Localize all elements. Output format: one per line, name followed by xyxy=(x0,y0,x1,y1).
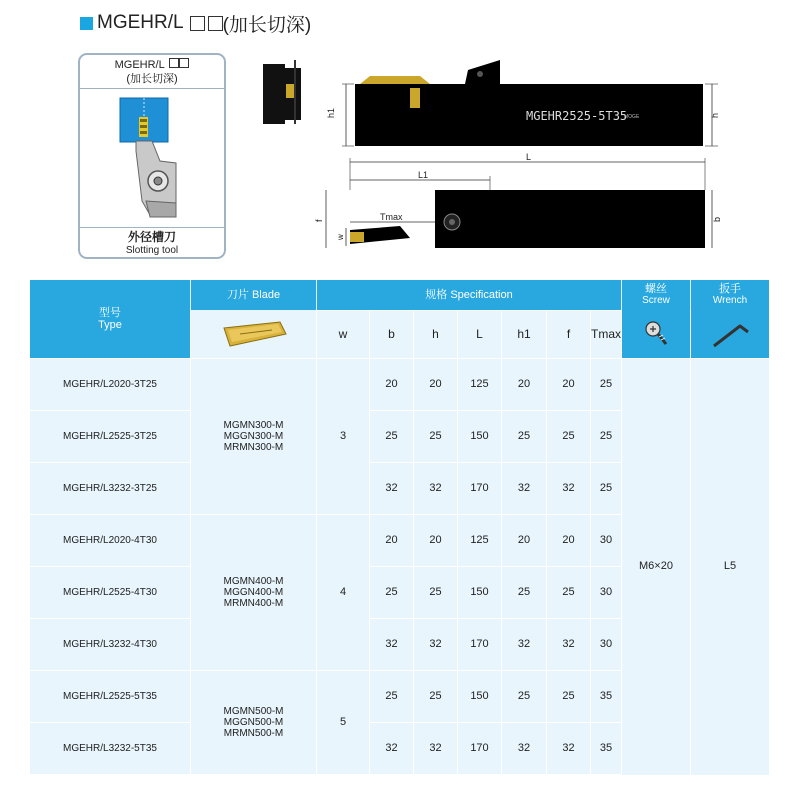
title-square-icon xyxy=(80,17,93,30)
spec-cell-b: 32 xyxy=(385,742,398,754)
spec-cell-f: 32 xyxy=(562,742,575,754)
spec-cell-h: 25 xyxy=(429,690,442,702)
spec-cell-f: 25 xyxy=(562,690,575,702)
col-header-wrench xyxy=(691,282,769,308)
spec-cell-f: 25 xyxy=(562,586,575,598)
spec-cell-tmax: 30 xyxy=(599,638,613,650)
spec-table xyxy=(30,280,769,775)
spec-cell-b: 20 xyxy=(385,534,398,546)
spec-cell-l: 170 xyxy=(470,482,489,494)
spec-cell-h: 32 xyxy=(429,742,442,754)
screw-cell: M6×20 xyxy=(639,560,673,572)
spec-cell-h1: 20 xyxy=(517,534,531,546)
spec-subheader-tmax: Tmax xyxy=(591,310,621,358)
col-header-screw xyxy=(622,282,690,308)
col-header-blade: 刀片 Blade xyxy=(226,289,281,301)
spec-cell-f: 20 xyxy=(562,534,575,546)
card-header xyxy=(80,55,224,89)
blade-list xyxy=(191,514,316,670)
spec-cell-h: 20 xyxy=(429,534,442,546)
spec-cell-l: 150 xyxy=(470,586,489,598)
spec-cell-b: 32 xyxy=(385,638,398,650)
blade-name: MGMN500-M xyxy=(223,705,284,717)
spec-cell-l: 170 xyxy=(470,638,489,650)
w-cell: 5 xyxy=(339,716,347,728)
spec-cell-b: 25 xyxy=(385,586,398,598)
row-divider xyxy=(317,310,621,311)
col-header-spec: 规格 Specification xyxy=(425,289,513,301)
spec-cell-l: 150 xyxy=(470,430,489,442)
spec-cell-b: 25 xyxy=(385,430,398,442)
dim-b: b xyxy=(712,216,722,222)
blade-name: MGGN400-M xyxy=(223,586,284,598)
spec-cell-tmax: 25 xyxy=(599,378,613,390)
blade-name: MRMN300-M xyxy=(223,441,284,453)
dim-h1: h1 xyxy=(326,107,336,118)
spec-subheader-h1: h1 xyxy=(502,310,546,358)
type-cell: MGEHR/L2525-3T25 xyxy=(63,430,157,442)
type-cell: MGEHR/L3232-4T30 xyxy=(63,638,157,650)
type-cell: MGEHR/L2020-3T25 xyxy=(63,378,157,390)
screw-icon xyxy=(644,320,670,348)
spec-cell-h: 20 xyxy=(429,378,442,390)
blade-name: MRMN400-M xyxy=(223,597,284,609)
spec-cell-f: 25 xyxy=(562,430,575,442)
blade-list xyxy=(191,358,316,514)
page-title xyxy=(80,10,311,36)
card-header-line1: MGEHR/L xyxy=(114,59,165,71)
tool-type-card xyxy=(78,53,226,259)
blade-name: MGMN300-M xyxy=(223,419,284,431)
box-icon xyxy=(190,16,205,31)
slotting-tool-illustration xyxy=(80,91,224,229)
spec-cell-h: 25 xyxy=(429,430,442,442)
wrench-cn: 扳手 xyxy=(719,283,741,295)
dim-L: L xyxy=(526,152,532,162)
row-divider xyxy=(30,774,190,775)
blade-name: MRMN500-M xyxy=(223,727,284,739)
blade-name: MGGN500-M xyxy=(223,716,284,728)
type-cell: MGEHR/L2525-5T35 xyxy=(63,690,157,702)
spec-cell-tmax: 35 xyxy=(599,690,613,702)
spec-cell-h1: 20 xyxy=(517,378,531,390)
spec-cell-h1: 25 xyxy=(517,430,531,442)
spec-cell-h: 25 xyxy=(429,586,442,598)
screw-en: Screw xyxy=(642,295,670,306)
card-footer-en: Slotting tool xyxy=(125,245,179,256)
w-cell: 4 xyxy=(339,586,347,598)
spec-cell-h1: 25 xyxy=(517,690,531,702)
card-footer xyxy=(80,227,224,257)
screw-cn: 螺丝 xyxy=(645,283,667,295)
spec-cell-l: 125 xyxy=(470,534,489,546)
spec-cell-tmax: 25 xyxy=(599,430,613,442)
type-cell: MGEHR/L2020-4T30 xyxy=(63,534,157,546)
body-marking: MGEHR2525-5T35 xyxy=(526,109,628,123)
card-footer-cn: 外径槽刀 xyxy=(127,230,176,244)
row-divider xyxy=(369,774,621,775)
spec-cell-h1: 32 xyxy=(517,742,531,754)
card-header-line2: (加长切深) xyxy=(126,73,178,85)
type-en: Type xyxy=(98,319,122,331)
spec-subheader-b: b xyxy=(370,310,413,358)
type-cn: 型号 xyxy=(99,307,121,319)
tool-technical-drawing xyxy=(250,50,720,260)
spec-cell-b: 25 xyxy=(385,690,398,702)
spec-cell-l: 125 xyxy=(470,378,489,390)
dim-w: w xyxy=(336,234,345,240)
spec-cell-h1: 32 xyxy=(517,638,531,650)
spec-cell-f: 32 xyxy=(562,638,575,650)
col-header-type xyxy=(30,280,190,358)
dim-L1: L1 xyxy=(418,170,429,180)
type-cell: MGEHR/L3232-3T25 xyxy=(63,482,157,494)
w-cell: 3 xyxy=(339,430,347,442)
spec-cell-b: 32 xyxy=(385,482,398,494)
spec-cell-h1: 25 xyxy=(517,586,531,598)
title-text: MGEHR/L xyxy=(97,12,184,33)
type-cell: MGEHR/L3232-5T35 xyxy=(63,742,157,754)
spec-cell-tmax: 30 xyxy=(599,586,613,598)
blade-image-cell xyxy=(191,310,316,358)
dim-f: f xyxy=(314,219,324,222)
spec-cell-f: 20 xyxy=(562,378,575,390)
blade-name: MGMN400-M xyxy=(223,575,284,587)
box-icon xyxy=(208,16,223,31)
spec-subheader-l: L xyxy=(458,310,501,358)
spec-cell-h: 32 xyxy=(429,638,442,650)
wrench-en: Wrench xyxy=(712,295,748,306)
wrench-cell: L5 xyxy=(723,560,737,572)
spec-cell-h: 32 xyxy=(429,482,442,494)
spec-subheader-h: h xyxy=(414,310,457,358)
dim-h: h xyxy=(710,112,720,118)
spec-subheader-w: w xyxy=(317,310,369,358)
spec-cell-b: 20 xyxy=(385,378,398,390)
type-cell: MGEHR/L2525-4T30 xyxy=(63,586,157,598)
spec-cell-f: 32 xyxy=(562,482,575,494)
title-suffix: (加长切深) xyxy=(222,14,312,36)
spec-cell-h1: 32 xyxy=(517,482,531,494)
spec-cell-tmax: 30 xyxy=(599,534,613,546)
blade-list xyxy=(191,670,316,774)
dim-Tmax: Tmax xyxy=(380,212,403,222)
spec-cell-l: 150 xyxy=(470,690,489,702)
blade-name: MGGN300-M xyxy=(223,430,284,442)
hex-wrench-icon xyxy=(710,320,752,350)
spec-cell-tmax: 35 xyxy=(599,742,613,754)
spec-cell-tmax: 25 xyxy=(599,482,613,494)
brand-marking: MOGE xyxy=(624,114,640,120)
spec-cell-l: 170 xyxy=(470,742,489,754)
group-divider xyxy=(191,774,369,775)
spec-subheader-f: f xyxy=(547,310,590,358)
